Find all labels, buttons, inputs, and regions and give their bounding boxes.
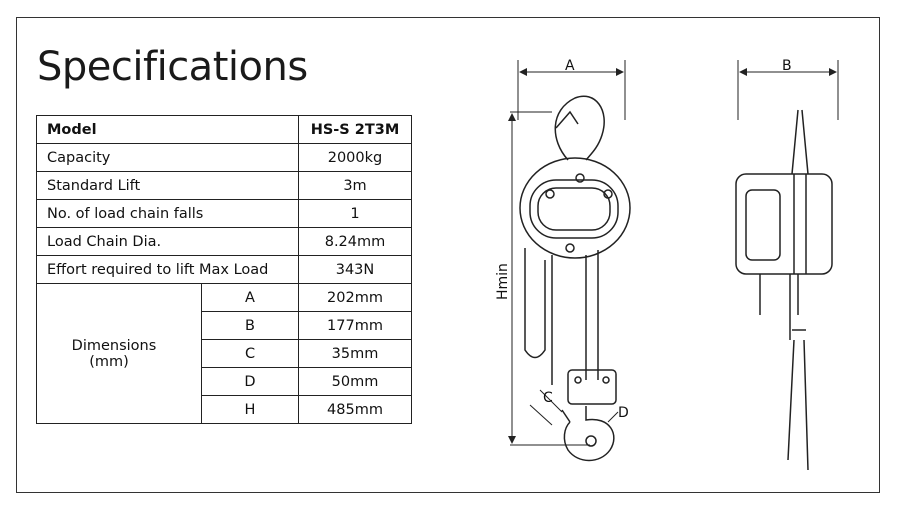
front-view (510, 60, 630, 461)
dimension-key: H (202, 396, 299, 424)
header-label: Model (37, 116, 299, 144)
dimension-key: C (202, 340, 299, 368)
table-row (37, 144, 412, 172)
dimension-d-label: D (618, 405, 629, 421)
row-value: 3m (299, 172, 412, 200)
table-header-row (37, 116, 412, 144)
row-value: 8.24mm (299, 228, 412, 256)
row-value: 2000kg (299, 144, 412, 172)
dimension-b-label: B (782, 58, 792, 74)
dimension-value: 35mm (299, 340, 412, 368)
row-label: No. of load chain falls (37, 200, 299, 228)
spec-table (36, 115, 412, 424)
row-value: 1 (299, 200, 412, 228)
row-label: Standard Lift (37, 172, 299, 200)
dimension-value: 202mm (299, 284, 412, 312)
dimensions-label (37, 284, 202, 424)
row-value: 343N (299, 256, 412, 284)
dimension-key: A (202, 284, 299, 312)
table-row (37, 228, 412, 256)
side-view (736, 60, 838, 470)
table-row (37, 200, 412, 228)
dimension-h-label: Hmin (495, 263, 511, 300)
row-label: Capacity (37, 144, 299, 172)
dimension-c-label: C (543, 390, 553, 406)
table-row (37, 172, 412, 200)
dimensions-label-line1: Dimensions (71, 337, 157, 354)
dimension-value: 485mm (299, 396, 412, 424)
dimension-key: B (202, 312, 299, 340)
row-label: Load Chain Dia. (37, 228, 299, 256)
page-title: Specifications (37, 44, 308, 90)
table-row (37, 256, 412, 284)
dimension-a-label: A (565, 58, 575, 74)
chain-hoist-drawing (490, 50, 870, 475)
dimension-key: D (202, 368, 299, 396)
dimensions-label-line2: (mm) (89, 353, 129, 370)
dimension-value: 50mm (299, 368, 412, 396)
table-row (37, 284, 412, 312)
header-value: HS-S 2T3M (299, 116, 412, 144)
row-label: Effort required to lift Max Load (37, 256, 299, 284)
dimension-value: 177mm (299, 312, 412, 340)
